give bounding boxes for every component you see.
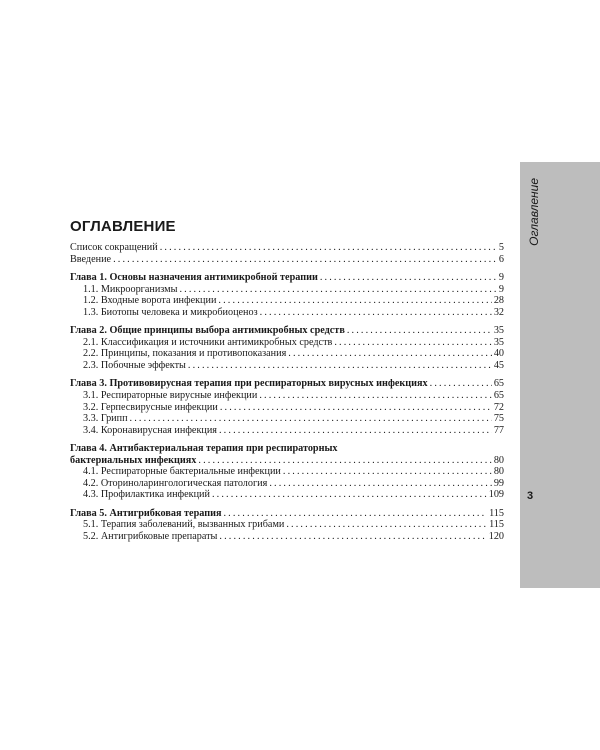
dot-leader [223,508,487,520]
toc-chapter-entry[interactable] [70,378,504,390]
dot-leader [188,360,492,372]
toc-entry-line [83,425,504,437]
toc-entry-page: 115 [489,519,504,531]
toc-chapter-entry[interactable] [70,254,504,266]
dot-leader [269,478,492,490]
toc-chapter-entry[interactable] [70,325,504,337]
toc-entry-title: 4.2. Оториноларингологическая патология [83,477,268,489]
dot-leader [260,307,492,319]
toc-entry-title: Глава 1. Основы назначения антимикробной терапии [70,271,318,283]
toc-entry-line [83,295,504,307]
toc-entry-line [70,378,504,390]
toc-section-entry[interactable] [70,284,504,296]
toc-section-entry[interactable] [70,478,504,490]
toc-entry-line [83,413,504,425]
table-of-contents [70,242,504,543]
toc-entry-page: 9 [498,283,504,295]
toc-entry-page: 77 [493,424,504,436]
toc-section-entry[interactable] [70,425,504,437]
toc-entry-page: 115 [489,507,504,519]
toc-entry-page: 80 [493,454,504,466]
dot-leader [430,378,492,390]
toc-section-entry[interactable] [70,337,504,349]
toc-entry-page: 99 [493,477,504,489]
toc-section-entry[interactable] [70,390,504,402]
toc-entry-page: 40 [493,348,504,360]
dot-leader [286,519,487,531]
toc-entry-title: 2.2. Принципы, показания и противопоказания [83,348,287,360]
toc-entry-page: 45 [493,359,504,371]
toc-entry-page: 32 [493,306,504,318]
toc-entry-line [70,272,504,284]
toc-entry-title: 4.1. Респираторные бактериальные инфекции [83,466,281,478]
toc-section-entry[interactable] [70,295,504,307]
toc-entry-page: 120 [488,531,504,543]
dot-leader [113,254,497,266]
toc-entry-title: 3.1. Респираторные вирусные инфекции [83,389,258,401]
toc-entry-title: 2.1. Классификация и источники антимикробных средств [83,336,333,348]
toc-chapter-entry[interactable] [70,242,504,254]
toc-chapter-entry[interactable] [70,272,504,284]
dot-leader [130,413,492,425]
toc-entry-line [83,337,504,349]
dot-leader [283,466,492,478]
toc-entry-title: 3.2. Герпесвирусные инфекции [83,401,218,413]
toc-entry-title: 3.4. Коронавирусная инфекция [83,424,217,436]
toc-entry-page: 109 [488,489,504,501]
toc-section-entry[interactable] [70,466,504,478]
toc-entry-page: 75 [493,413,504,425]
toc-entry-title: 1.3. Биотопы человека и микробиоценоз [83,306,258,318]
dot-leader [219,531,486,543]
side-tab [520,162,600,588]
toc-entry-line [83,284,504,296]
dot-leader [320,272,497,284]
toc-entry-title: Глава 5. Антигрибковая терапия [70,507,222,519]
side-tab-label: Оглавление [527,178,541,246]
toc-entry-title: Глава 3. Противовирусная терапия при респираторных вирусных инфекциях [70,378,428,390]
toc-entry-line [83,478,504,490]
toc-entry-title: бактериальных инфекциях [70,454,197,466]
toc-entry-title-line: Глава 4. Антибактериальная терапия при респираторных [70,443,338,455]
toc-section-entry[interactable] [70,413,504,425]
toc-entry-title: 5.2. Антигрибковые препараты [83,531,218,543]
toc-entry-page: 35 [493,325,504,337]
toc-entry-title: Список сокращений [70,242,158,253]
toc-chapter-entry[interactable] [70,508,504,520]
toc-entry-line [83,519,504,531]
toc-entry-line [83,466,504,478]
dot-leader [212,489,487,501]
dot-leader [218,295,491,307]
dot-leader [334,337,491,349]
toc-entry-line [83,307,504,319]
toc-entry-line [70,254,504,266]
toc-entry-line [70,508,504,520]
toc-entry-title: 1.1. Микроорганизмы [83,283,178,295]
toc-entry-line [70,325,504,337]
toc-section-entry[interactable] [70,531,504,543]
toc-section-entry[interactable] [70,519,504,531]
toc-entry-page: 9 [498,271,504,283]
toc-section-entry[interactable] [70,489,504,501]
dot-leader [160,242,497,254]
toc-entry-title: 1.2. Входные ворота инфекции [83,295,217,307]
toc-entry-page: 65 [493,389,504,401]
toc-section-entry[interactable] [70,348,504,360]
page-number: 3 [527,490,534,502]
toc-entry-title: 5.1. Терапия заболеваний, вызванных грибами [83,519,285,531]
page-title: ОГЛАВЛЕНИЕ [70,218,176,235]
toc-entry-page: 72 [493,401,504,413]
toc-entry-page: 6 [498,253,504,265]
dot-leader [347,325,492,337]
toc-entry-title: 4.3. Профилактика инфекций [83,489,210,501]
toc-entry-title: Введение [70,253,112,265]
dot-leader [288,348,492,360]
toc-entry-page: 80 [493,466,504,478]
toc-entry-line [83,390,504,402]
toc-section-entry[interactable] [70,402,504,414]
toc-entry-title: 2.3. Побочные эффекты [83,359,186,371]
toc-entry-line [83,531,504,543]
dot-leader [179,284,496,296]
toc-section-entry[interactable] [70,360,504,372]
toc-entry-line [83,489,504,501]
dot-leader [198,455,491,467]
toc-chapter-entry[interactable] [70,443,504,466]
toc-entry-page: 35 [493,336,504,348]
toc-entry-line [83,402,504,414]
toc-entry-page: 65 [493,378,504,390]
toc-entry-title: Глава 2. Общие принципы выбора антимикробных средств [70,325,345,337]
toc-entry-title: 3.3. Грипп [83,413,128,425]
toc-entry-line [83,360,504,372]
dot-leader [219,425,492,437]
toc-section-entry[interactable] [70,307,504,319]
toc-entry-line [83,348,504,360]
toc-entry-page: 28 [493,295,504,307]
dot-leader [220,402,492,414]
toc-entry-page: 5 [498,242,504,253]
toc-entry-line [70,242,504,254]
toc-entry-line [70,455,504,467]
dot-leader [259,390,491,402]
